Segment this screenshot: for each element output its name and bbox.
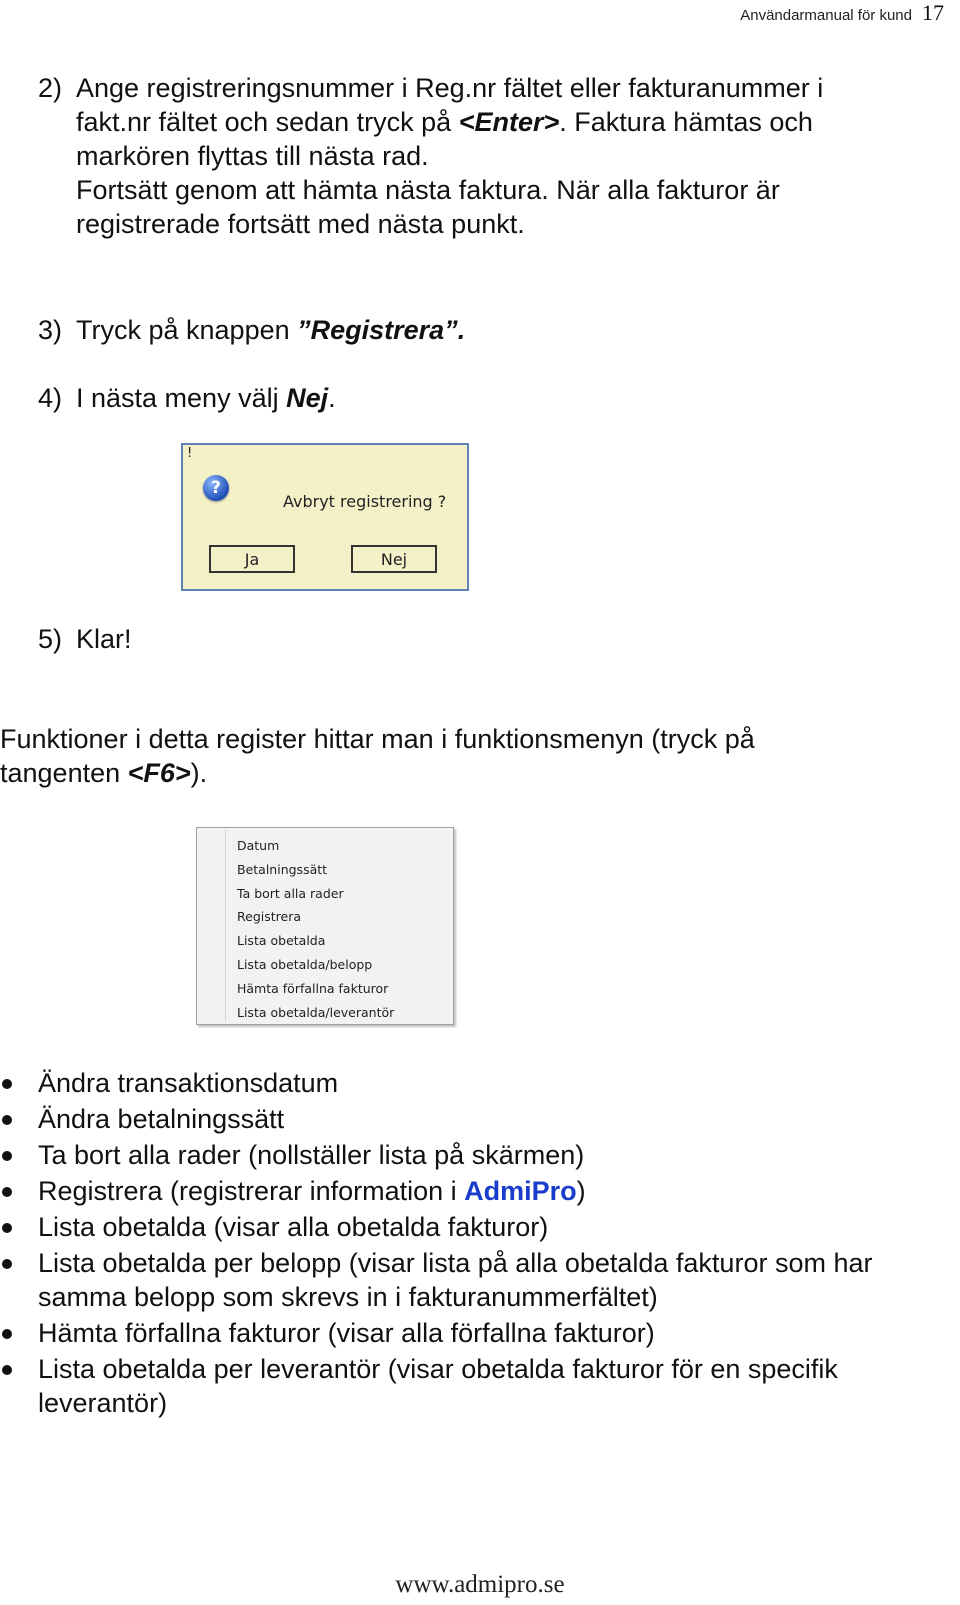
list-item-prefix: Registrera (registrerar information i	[38, 1176, 465, 1206]
menu-item-ta-bort-alla-rader[interactable]: Ta bort alla rader	[237, 885, 344, 901]
bullet-icon	[2, 1329, 12, 1339]
function-menu	[196, 827, 454, 1025]
nej-label: Nej	[286, 383, 329, 413]
list-item	[0, 1174, 960, 1208]
list-item	[0, 1066, 960, 1100]
f6-key-label: <F6>	[127, 758, 191, 788]
bullet-icon	[2, 1187, 12, 1197]
list-item-text: Ta bort alla rader (nollställer lista på skärmen)	[38, 1140, 585, 1170]
page-header	[740, 0, 944, 26]
step-line-text: fakt.nr fältet och sedan tryck på	[76, 107, 459, 137]
step-line-text: Tryck på knappen	[76, 315, 298, 345]
dialog-title: !	[187, 446, 193, 461]
document-title: Användarmanual för kund	[740, 7, 912, 24]
step-number: 4)	[38, 383, 63, 413]
step-2	[38, 71, 938, 247]
list-item-text: Lista obetalda per leverantör (visar obetalda fakturor för en specifik	[38, 1354, 838, 1384]
list-item-text: Hämta förfallna fakturor (visar alla förfallna fakturor)	[38, 1318, 655, 1348]
paragraph-text: tangenten	[0, 758, 128, 788]
bullet-icon	[2, 1151, 12, 1161]
menu-item-registrera[interactable]: Registrera	[237, 909, 301, 925]
enter-key-label: <Enter>	[458, 107, 560, 137]
question-icon: ?	[203, 475, 229, 501]
paragraph-line	[0, 756, 755, 790]
menu-item-lista-obetalda-belopp[interactable]: Lista obetalda/belopp	[237, 956, 373, 972]
list-item	[0, 1138, 960, 1172]
dialog-message: Avbryt registrering ?	[283, 492, 447, 511]
bullet-icon	[2, 1365, 12, 1375]
step-line-text: I nästa meny välj	[76, 383, 287, 413]
list-item	[0, 1352, 960, 1420]
step-5	[38, 622, 938, 656]
list-item-suffix: )	[576, 1176, 586, 1206]
list-item-text: Ändra betalningssätt	[38, 1104, 285, 1134]
bullet-icon	[2, 1115, 12, 1125]
step-line	[76, 105, 823, 139]
list-item-text: Lista obetalda (visar alla obetalda fakturor)	[38, 1212, 549, 1242]
yes-button[interactable]: Ja	[209, 545, 295, 573]
function-menu-paragraph	[0, 722, 755, 790]
step-line: Fortsätt genom att hämta nästa faktura. När alla fakturor är	[76, 175, 780, 205]
step-text	[76, 313, 465, 347]
menu-item-betalningssatt[interactable]: Betalningssätt	[237, 861, 328, 877]
cancel-registration-dialog	[181, 443, 469, 591]
menu-item-lista-obetalda[interactable]: Lista obetalda	[237, 933, 326, 949]
list-item	[0, 1210, 960, 1244]
step-3	[38, 313, 938, 347]
function-description-list	[0, 1066, 960, 1422]
menu-item-datum[interactable]: Datum	[237, 838, 280, 853]
list-item	[0, 1246, 960, 1314]
list-item	[0, 1102, 960, 1136]
admipro-brand: AdmiPro	[464, 1176, 577, 1206]
registrera-label: ”Registrera”.	[297, 315, 466, 345]
list-item-text	[38, 1174, 960, 1208]
step-line-text: .	[328, 383, 336, 413]
step-text	[76, 71, 823, 241]
paragraph-line: Funktioner i detta register hittar man i funktionsmenyn (tryck på	[0, 724, 755, 754]
paragraph-text: ).	[190, 758, 208, 788]
step-number: 2)	[38, 73, 63, 103]
list-item-text: leverantör)	[38, 1388, 168, 1418]
menu-gutter-divider	[225, 830, 226, 1022]
bullet-icon	[2, 1259, 12, 1269]
step-line-text: . Faktura hämtas och	[559, 107, 813, 137]
page-number: 17	[922, 0, 944, 25]
step-text: Klar!	[76, 624, 132, 654]
menu-item-list	[237, 834, 394, 1024]
footer-url: www.admipro.se	[395, 1571, 565, 1598]
step-4	[38, 381, 938, 415]
list-item	[0, 1316, 960, 1350]
menu-item-lista-obetalda-leverantor[interactable]: Lista obetalda/leverantör	[237, 1004, 395, 1020]
list-item-text: Ändra transaktionsdatum	[38, 1068, 339, 1098]
step-text	[76, 381, 336, 415]
bullet-icon	[2, 1223, 12, 1233]
no-button[interactable]: Nej	[351, 545, 437, 573]
step-line: registrerade fortsätt med nästa punkt.	[76, 209, 525, 239]
menu-item-hamta-forfallna[interactable]: Hämta förfallna fakturor	[237, 980, 389, 996]
bullet-icon	[2, 1079, 12, 1089]
list-item-text: Lista obetalda per belopp (visar lista på alla obetalda fakturor som har	[38, 1248, 873, 1278]
step-number: 3)	[38, 315, 63, 345]
step-line: markören flyttas till nästa rad.	[76, 141, 429, 171]
step-line: Ange registreringsnummer i Reg.nr fältet eller fakturanummer i	[76, 73, 824, 103]
step-number: 5)	[38, 624, 63, 654]
list-item-text: samma belopp som skrevs in i fakturanummerfältet)	[38, 1282, 658, 1312]
